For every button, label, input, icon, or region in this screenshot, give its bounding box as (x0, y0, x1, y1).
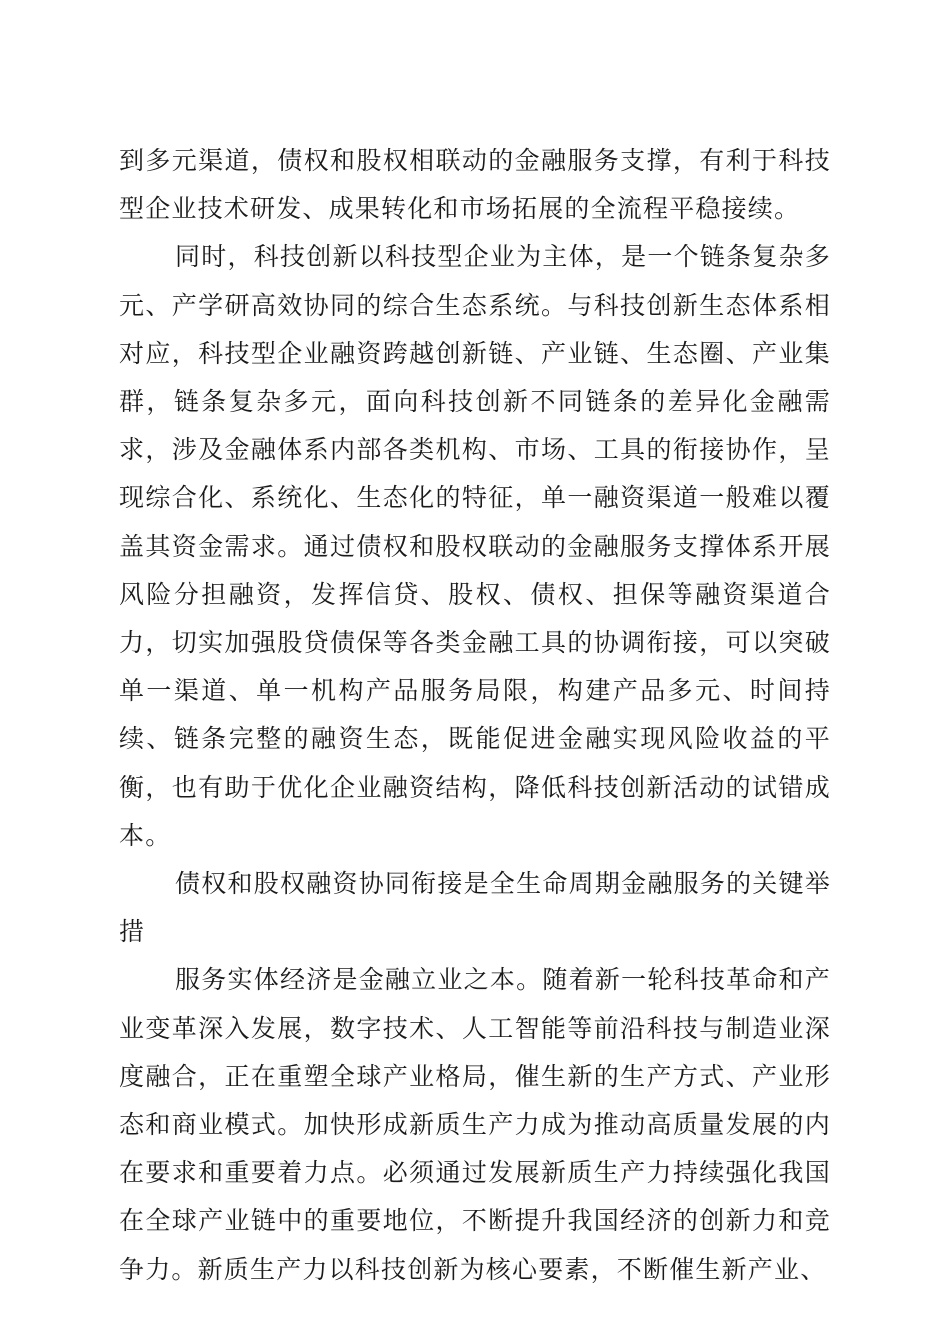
article-body (119, 137, 831, 1294)
paragraph-ecosystem: 同时，科技创新以科技型企业为主体，是一个链条复杂多元、产学研高效协同的综合生态系统。与科技创新生态体系相对应，科技型企业融资跨越创新链、产业链、生态圈、产业集群，链条复杂多元，面向科技创新不同链条的差异化金融需求，涉及金融体系内部各类机构、市场、工具的衔接协作，呈现综合化、系统化、生态化的特征，单一融资渠道一般难以覆盖其资金需求。通过债权和股权联动的金融服务支撑体系开展风险分担融资，发挥信贷、股权、债权、担保等融资渠道合力，切实加强股贷债保等各类金融工具的协调衔接，可以突破单一渠道、单一机构产品服务局限，构建产品多元、时间持续、链条完整的融资生态，既能促进金融实现风险收益的平衡，也有助于优化企业融资结构，降低科技创新活动的试错成本。 (119, 242, 831, 850)
section-heading: 债权和股权融资协同衔接是全生命周期金融服务的关键举措 (119, 869, 831, 947)
paragraph-real-economy: 服务实体经济是金融立业之本。随着新一轮科技革命和产业变革深入发展，数字技术、人工智能等前沿科技与制造业深度融合，正在重塑全球产业格局，催生新的生产方式、产业形态和商业模式。加快形成新质生产力成为推动高质量发展的内在要求和重要着力点。必须通过发展新质生产力持续强化我国在全球产业链中的重要地位，不断提升我国经济的创新力和竞争力。新质生产力以科技创新为核心要素，不断催生新产业、 (119, 965, 831, 1284)
paragraph-continuation: 到多元渠道，债权和股权相联动的金融服务支撑，有利于科技型企业技术研发、成果转化和市场拓展的全流程平稳接续。 (119, 146, 831, 224)
